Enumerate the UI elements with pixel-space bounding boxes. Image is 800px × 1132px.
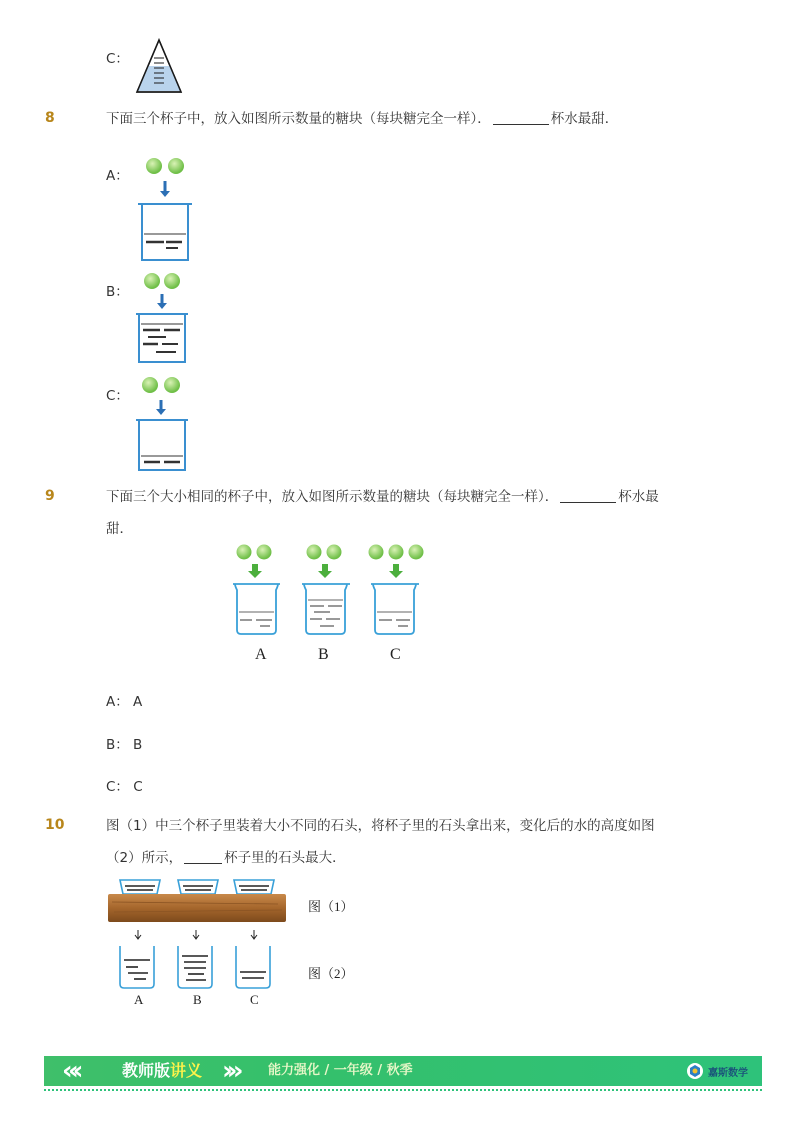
q9-option-a: A： A	[106, 694, 143, 710]
q10-figure2-label: 图（2）	[308, 966, 354, 981]
chevron-left-double-icon: «‹	[62, 1056, 78, 1086]
question-8-text	[106, 103, 726, 135]
brand-logo	[686, 1061, 748, 1081]
question-10-number: 10	[45, 817, 65, 833]
q8-option-c-label: C：	[106, 388, 129, 404]
question-9-line1-before: 下面三个大小相同的杯子中，放入如图所示数量的糖块（每块糖完全一样）．	[106, 489, 559, 505]
q8-beaker-b-figure	[136, 272, 196, 367]
footer-banner	[44, 1056, 762, 1086]
q9-option-c: C： C	[106, 779, 143, 795]
conical-flask-figure	[134, 38, 184, 94]
question-8-number: 8	[45, 110, 55, 126]
q9-figure-label-a: A	[255, 646, 267, 663]
q10-figure1-label: 图（1）	[308, 899, 354, 914]
q8-beaker-a-figure	[136, 156, 196, 266]
footer-subtitle: 能力强化 / 一年级 / 秋季	[268, 1063, 413, 1078]
answer-blank[interactable]	[493, 110, 549, 125]
question-8-text-after: 杯水最甜．	[550, 111, 619, 127]
q10-cup-label-c: C	[250, 992, 259, 1007]
footer-dotted-divider	[44, 1089, 762, 1091]
question-10-line1: 图（1）中三个杯子里装着大小不同的石头，将杯子里的石头拿出来，变化后的水的高度如图	[106, 818, 655, 834]
brand-logo-icon	[686, 1062, 704, 1080]
option-c-label: C：	[106, 51, 129, 67]
q8-beaker-c-figure	[136, 376, 196, 476]
answer-blank[interactable]	[184, 849, 222, 864]
question-10-text	[106, 810, 726, 874]
q9-figure-label-b: B	[318, 646, 329, 663]
q10-cup-label-b: B	[193, 992, 202, 1007]
q10-stone-cups-figure	[108, 876, 288, 1006]
question-8-text-before: 下面三个杯子中，放入如图所示数量的糖块（每块糖完全一样）．	[106, 111, 491, 127]
footer-title-highlight: 讲义	[170, 1061, 203, 1080]
q8-option-a-label: A：	[106, 168, 129, 184]
q10-cup-label-a: A	[134, 992, 144, 1007]
footer-title	[122, 1056, 202, 1086]
question-9-line2: 甜．	[106, 521, 133, 537]
question-9-number: 9	[45, 488, 55, 504]
question-9-line1-after: 杯水最	[618, 489, 659, 505]
question-10-line2-before: （2）所示，	[106, 850, 183, 866]
chevron-right-double-icon: ›»	[222, 1056, 238, 1086]
question-9-text	[106, 481, 726, 545]
answer-blank[interactable]	[560, 488, 616, 503]
q8-option-b-label: B：	[106, 284, 129, 300]
brand-logo-text: 嘉斯数学	[708, 1067, 748, 1079]
question-10-line2-after: 杯子里的石头最大．	[224, 850, 346, 866]
footer-title-main: 教师版	[122, 1061, 171, 1080]
q9-option-b: B： B	[106, 737, 143, 753]
q9-three-beakers-figure	[230, 542, 440, 638]
q9-figure-label-c: C	[390, 646, 401, 663]
